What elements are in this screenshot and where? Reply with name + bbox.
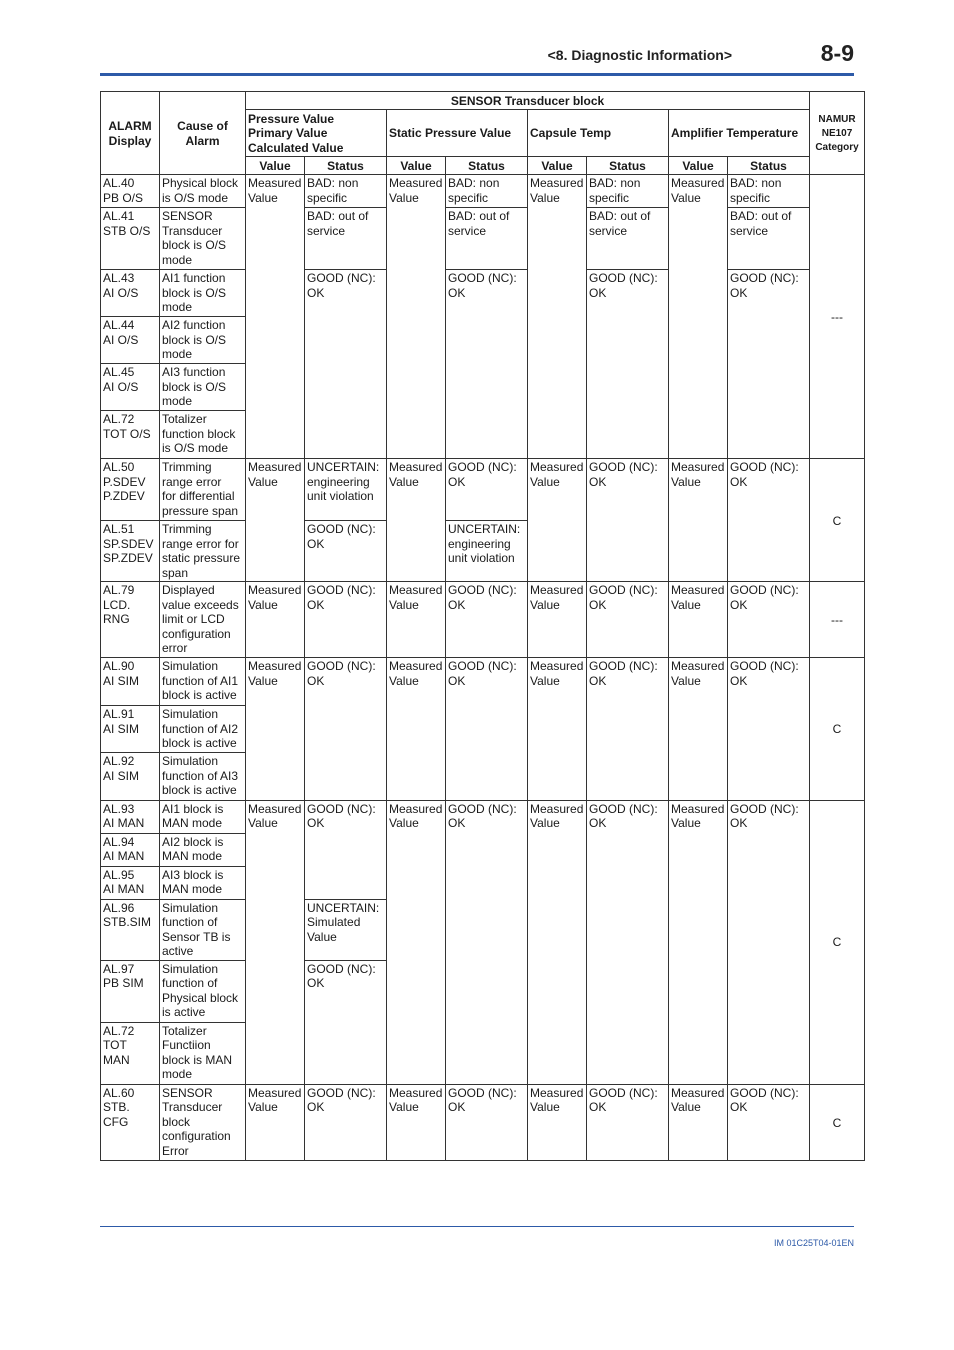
- namur-header: NAMUR NE107 Category: [810, 92, 865, 175]
- value-cell: Measured Value: [387, 582, 446, 658]
- alarm-code: AL.45 AI O/S: [101, 364, 160, 411]
- status-subheader: Status: [446, 157, 528, 175]
- value-subheader: Value: [528, 157, 587, 175]
- alarm-code: AL.92 AI SIM: [101, 753, 160, 800]
- status-cell: GOOD (NC): OK: [446, 1084, 528, 1160]
- value-cell: Measured Value: [669, 658, 728, 800]
- status-cell: BAD: out of service: [587, 208, 669, 270]
- value-cell: Measured Value: [528, 175, 587, 459]
- status-cell: GOOD (NC): OK: [305, 582, 387, 658]
- status-subheader: Status: [728, 157, 810, 175]
- section-title: <8. Diagnostic Information>: [547, 47, 732, 63]
- value-cell: Measured Value: [246, 800, 305, 1084]
- alarm-cause: Simulation function of Sensor TB is active: [160, 899, 246, 960]
- namur-category: C: [810, 800, 865, 1084]
- status-cell: GOOD (NC): OK: [587, 800, 669, 1084]
- value-cell: Measured Value: [387, 658, 446, 800]
- alarm-code: AL.72 TOT O/S: [101, 411, 160, 459]
- alarm-cause: Trimming range error for static pressure span: [160, 521, 246, 582]
- status-cell: GOOD (NC): OK: [728, 658, 810, 800]
- status-cell: GOOD (NC): OK: [587, 1084, 669, 1160]
- value-cell: Measured Value: [528, 800, 587, 1084]
- alarm-cause: SENSOR Transducer block is O/S mode: [160, 208, 246, 270]
- alarm-code: AL.96 STB.SIM: [101, 899, 160, 960]
- status-cell: BAD: non specific: [587, 175, 669, 208]
- alarm-cause: Totalizer Functiion block is MAN mode: [160, 1022, 246, 1084]
- status-cell: GOOD (NC): OK: [446, 658, 528, 800]
- value-cell: Measured Value: [669, 1084, 728, 1160]
- value-cell: Measured Value: [528, 459, 587, 582]
- value-cell: Measured Value: [528, 1084, 587, 1160]
- alarm-code: AL.41 STB O/S: [101, 208, 160, 270]
- footer-rule: [100, 1226, 854, 1227]
- alarm-code: AL.72 TOT MAN: [101, 1022, 160, 1084]
- alarm-table: [100, 91, 865, 1161]
- capsule-temp-header: Capsule Temp: [528, 110, 669, 157]
- namur-category: C: [810, 1084, 865, 1160]
- alarm-cause: AI1 function block is O/S mode: [160, 270, 246, 317]
- alarm-cause: Displayed value exceeds limit or LCD configuration error: [160, 582, 246, 658]
- alarm-code: AL.97 PB SIM: [101, 960, 160, 1022]
- page-number: 8-9: [820, 40, 854, 66]
- alarm-cause: Simulation function of AI3 block is active: [160, 753, 246, 800]
- status-cell: BAD: out of service: [305, 208, 387, 270]
- alarm-code: AL.94 AI MAN: [101, 833, 160, 866]
- status-cell: GOOD (NC): OK: [728, 459, 810, 582]
- status-cell: GOOD (NC): OK: [587, 658, 669, 800]
- status-cell: BAD: non specific: [728, 175, 810, 208]
- alarm-code: AL.44 AI O/S: [101, 317, 160, 364]
- value-cell: Measured Value: [387, 1084, 446, 1160]
- sensor-tb-header: SENSOR Transducer block: [246, 92, 810, 110]
- value-cell: Measured Value: [669, 459, 728, 582]
- alarm-cause: AI1 block is MAN mode: [160, 800, 246, 833]
- alarm-cause: Physical block is O/S mode: [160, 175, 246, 208]
- alarm-code: AL.93 AI MAN: [101, 800, 160, 833]
- status-cell: GOOD (NC): OK: [728, 582, 810, 658]
- alarm-code: AL.43 AI O/S: [101, 270, 160, 317]
- status-cell: UNCERTAIN: Simulated Value: [305, 899, 387, 960]
- status-subheader: Status: [587, 157, 669, 175]
- pressure-value-header: Pressure Value Primary Value Calculated Value: [246, 110, 387, 157]
- value-subheader: Value: [669, 157, 728, 175]
- value-cell: Measured Value: [528, 658, 587, 800]
- header-rule: [100, 73, 854, 76]
- status-cell: GOOD (NC): OK: [305, 270, 387, 459]
- alarm-cause: Simulation function of AI1 block is active: [160, 658, 246, 706]
- status-cell: GOOD (NC): OK: [446, 800, 528, 1084]
- cause-header: Cause of Alarm: [160, 92, 246, 175]
- alarm-cause: Totalizer function block is O/S mode: [160, 411, 246, 459]
- alarm-code: AL.60 STB. CFG: [101, 1084, 160, 1160]
- status-cell: BAD: out of service: [728, 208, 810, 270]
- status-cell: GOOD (NC): OK: [728, 800, 810, 1084]
- status-cell: UNCERTAIN: engineering unit violation: [305, 459, 387, 521]
- alarm-code: AL.40 PB O/S: [101, 175, 160, 208]
- value-cell: Measured Value: [669, 800, 728, 1084]
- value-cell: Measured Value: [387, 800, 446, 1084]
- status-cell: GOOD (NC): OK: [728, 1084, 810, 1160]
- amplifier-temp-header: Amplifier Temperature: [669, 110, 810, 157]
- value-cell: Measured Value: [387, 459, 446, 582]
- namur-category: ---: [810, 582, 865, 658]
- value-subheader: Value: [246, 157, 305, 175]
- status-cell: GOOD (NC): OK: [305, 521, 387, 582]
- value-cell: Measured Value: [246, 582, 305, 658]
- namur-category: ---: [810, 175, 865, 459]
- value-cell: Measured Value: [246, 459, 305, 582]
- status-cell: UNCERTAIN: engineering unit violation: [446, 521, 528, 582]
- namur-category: C: [810, 658, 865, 800]
- alarm-cause: SENSOR Transducer block configuration Error: [160, 1084, 246, 1160]
- alarm-cause: Simulation function of AI2 block is active: [160, 706, 246, 753]
- status-subheader: Status: [305, 157, 387, 175]
- alarm-code: AL.51 SP.SDEV SP.ZDEV: [101, 521, 160, 582]
- alarm-code: AL.90 AI SIM: [101, 658, 160, 706]
- status-cell: GOOD (NC): OK: [446, 459, 528, 521]
- value-cell: Measured Value: [528, 582, 587, 658]
- status-cell: BAD: non specific: [446, 175, 528, 208]
- alarm-cause: Trimming range error for differential pressure span: [160, 459, 246, 521]
- static-pressure-header: Static Pressure Value: [387, 110, 528, 157]
- value-cell: Measured Value: [246, 658, 305, 800]
- status-cell: BAD: non specific: [305, 175, 387, 208]
- value-cell: Measured Value: [387, 175, 446, 459]
- alarm-cause: AI3 block is MAN mode: [160, 866, 246, 899]
- alarm-cause: AI2 function block is O/S mode: [160, 317, 246, 364]
- value-cell: Measured Value: [246, 1084, 305, 1160]
- namur-category: C: [810, 459, 865, 582]
- alarm-cause: Simulation function of Physical block is active: [160, 960, 246, 1022]
- status-cell: GOOD (NC): OK: [446, 270, 528, 459]
- alarm-code: AL.95 AI MAN: [101, 866, 160, 899]
- alarm-code: AL.79 LCD. RNG: [101, 582, 160, 658]
- status-cell: GOOD (NC): OK: [305, 658, 387, 800]
- status-cell: GOOD (NC): OK: [305, 800, 387, 899]
- document-number: IM 01C25T04-01EN: [773, 1238, 854, 1248]
- alarm-display-header: ALARM Display: [101, 92, 160, 175]
- value-cell: Measured Value: [246, 175, 305, 459]
- alarm-cause: AI2 block is MAN mode: [160, 833, 246, 866]
- status-cell: GOOD (NC): OK: [587, 459, 669, 582]
- value-cell: Measured Value: [669, 175, 728, 459]
- status-cell: GOOD (NC): OK: [305, 1084, 387, 1160]
- alarm-code: AL.91 AI SIM: [101, 706, 160, 753]
- status-cell: BAD: out of service: [446, 208, 528, 270]
- alarm-code: AL.50 P.SDEV P.ZDEV: [101, 459, 160, 521]
- value-subheader: Value: [387, 157, 446, 175]
- status-cell: GOOD (NC): OK: [305, 960, 387, 1084]
- status-cell: GOOD (NC): OK: [587, 582, 669, 658]
- status-cell: GOOD (NC): OK: [728, 270, 810, 459]
- alarm-cause: AI3 function block is O/S mode: [160, 364, 246, 411]
- status-cell: GOOD (NC): OK: [587, 270, 669, 459]
- value-cell: Measured Value: [669, 582, 728, 658]
- status-cell: GOOD (NC): OK: [446, 582, 528, 658]
